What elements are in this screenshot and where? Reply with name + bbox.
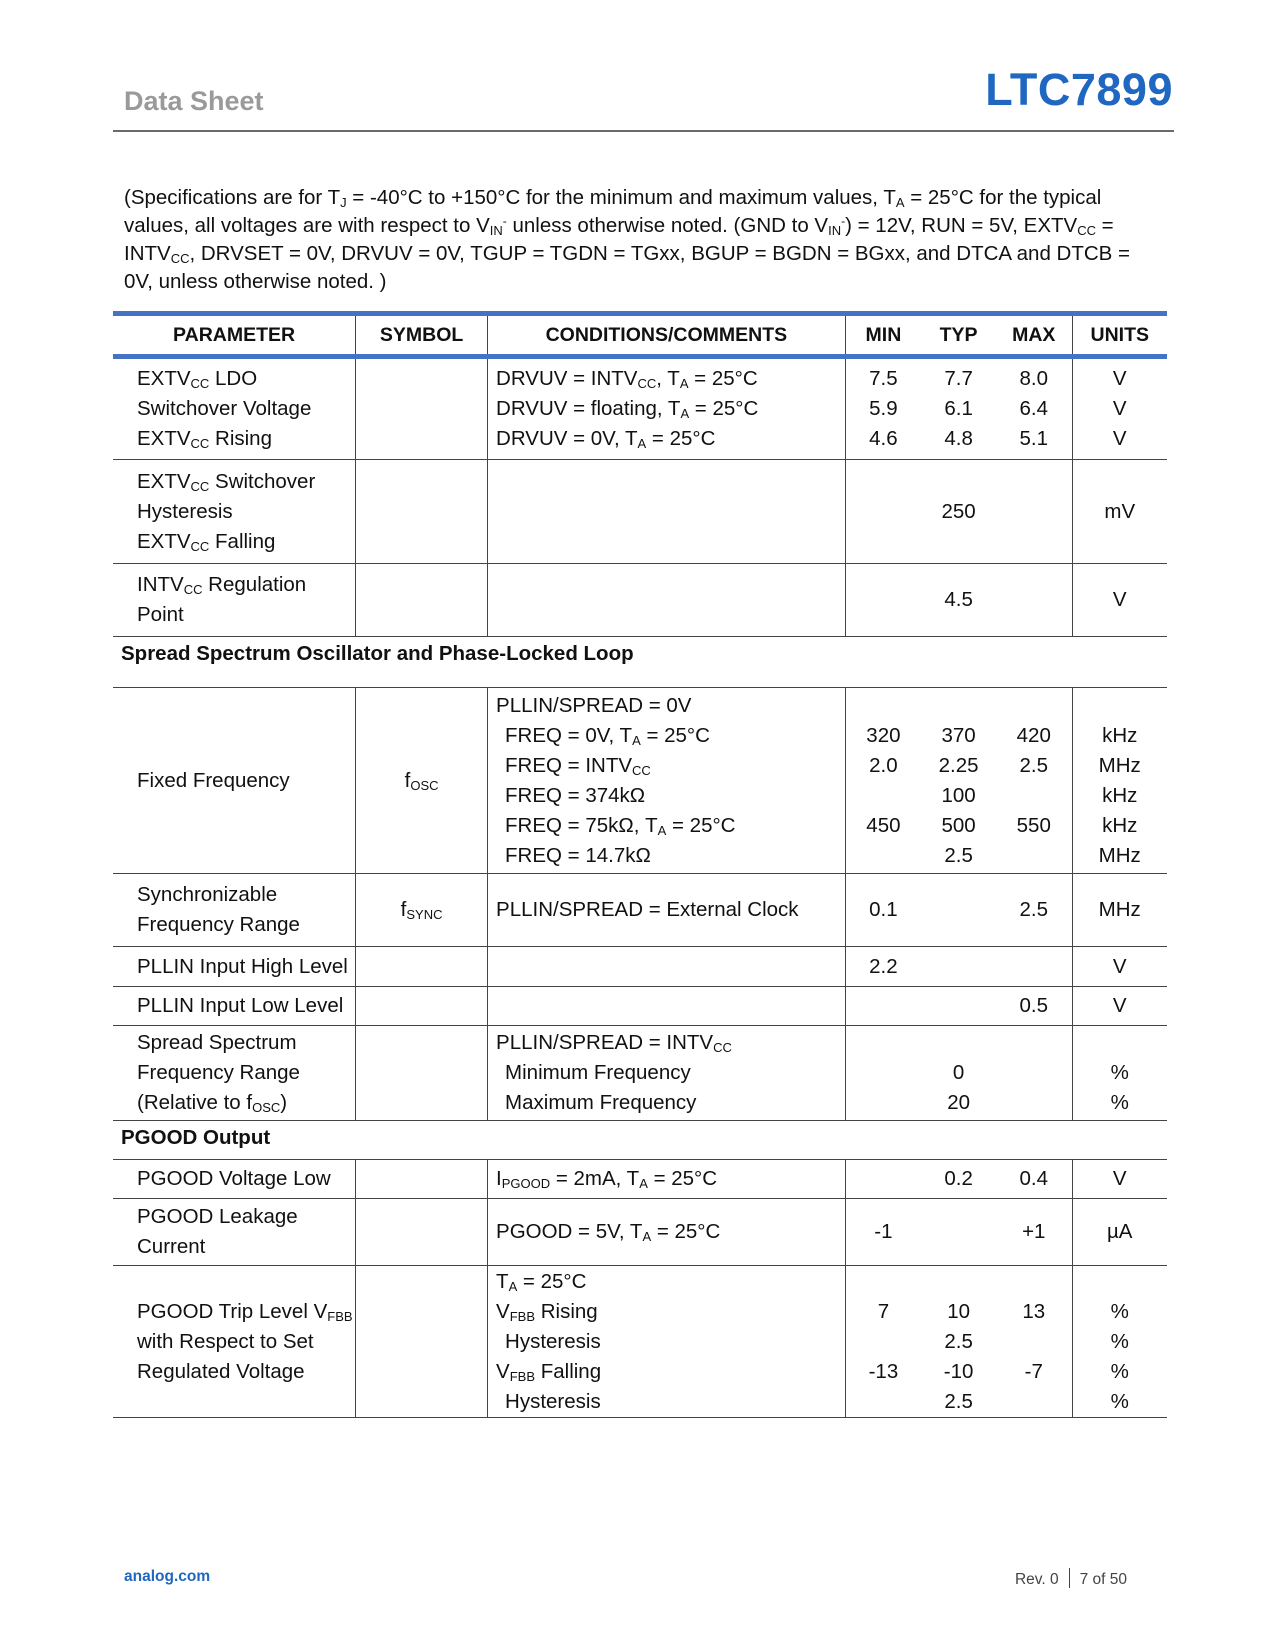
table-row <box>113 460 1167 564</box>
units-cell: MHz <box>1072 874 1167 947</box>
table-row <box>113 1266 1167 1418</box>
param-cell: $INTV_{CC}$ Regulation Point <box>113 564 356 637</box>
min-cell: -1 <box>845 1199 921 1266</box>
max-cell: 0.5 <box>996 987 1072 1026</box>
max-cell <box>996 460 1072 564</box>
website-link[interactable]: analog.com <box>124 1568 211 1585</box>
revision-label: Rev. 0 <box>1014 1571 1059 1588</box>
typ-cell: 0.2 <box>921 1160 996 1199</box>
conditions-cell <box>488 947 846 987</box>
typ-cell <box>921 987 996 1026</box>
param-cell: PLLIN Input Low Level <box>113 987 356 1026</box>
table-header-row <box>113 314 1167 357</box>
min-cell <box>845 564 921 637</box>
table-row <box>113 357 1167 460</box>
units-cell: V <box>1072 987 1167 1026</box>
units-cell: % % <box>1072 1026 1167 1121</box>
typ-cell: 7.7 6.1 4.8 <box>921 357 996 460</box>
param-cell: PLLIN Input High Level <box>113 947 356 987</box>
table-row <box>113 1026 1167 1121</box>
conditions-cell: DRVUV = $INTV_{CC}$, $T_A = 25^\circ C$ DRVUV = floating, $T_A = 25^\circ C$ DRVUV = 0V, $T_A = 25^\circ C$ <box>488 357 846 460</box>
symbol-cell: $f_{SYNC}$ <box>356 874 488 947</box>
min-cell <box>845 1026 921 1121</box>
param-cell: Fixed Frequency <box>113 688 356 874</box>
conditions-cell: PLLIN/SPREAD = External Clock <box>488 874 846 947</box>
header-divider <box>113 130 1174 132</box>
conditions-cell <box>488 460 846 564</box>
typ-cell <box>921 947 996 987</box>
doc-type-label: Data Sheet <box>124 86 264 116</box>
param-cell: Spread Spectrum Frequency Range (Relative to $f_{OSC}$) <box>113 1026 356 1121</box>
units-cell: V V V <box>1072 357 1167 460</box>
max-cell <box>996 947 1072 987</box>
conditions-cell: $T_A = 25^\circ C$ $V_{FBB}$ Rising Hysteresis $V_{FBB}$ Falling Hysteresis <box>488 1266 846 1418</box>
param-cell: $EXTV_{CC}$ Switchover Hysteresis $EXTV_{CC}$ Falling <box>113 460 356 564</box>
typ-cell <box>921 874 996 947</box>
conditions-cell: $I_{PGOOD} = 2mA$, $T_A = 25^\circ C$ <box>488 1160 846 1199</box>
page-info <box>1015 1568 1127 1589</box>
symbol-cell <box>356 357 488 460</box>
units-cell: V <box>1072 947 1167 987</box>
min-cell: 7 -13 <box>845 1266 921 1418</box>
table-row <box>113 1199 1167 1266</box>
conditions-cell: PLLIN/SPREAD = $INTV_{CC}$ Minimum Frequency Maximum Frequency <box>488 1026 846 1121</box>
spec-conditions-note: (Specifications are for $T_J = -40^\circ C$ to +150°C for the minimum and maximum values, $T_A = 25^\circ C$ for the typical values, all voltages are with respect to $V_{IN}^-$ unless otherwise noted. (GND to $V_{IN}^-) = 12V$, RUN = 5V, $EXTV_{CC}$ = $INTV_{CC}$, DRVSET = 0V, DRVUV = 0V, TGUP = TGDN = TGxx, BGUP = BGDN = BGxx, and DTCA and DTCB = 0V, unless otherwise noted. ) <box>124 186 1131 293</box>
max-cell: 0.4 <box>996 1160 1072 1199</box>
param-cell: PGOOD Voltage Low <box>113 1160 356 1199</box>
col-header-conditions: CONDITIONS/COMMENTS <box>488 314 846 357</box>
units-cell: % % % % <box>1072 1266 1167 1418</box>
electrical-characteristics-table <box>113 311 1167 1418</box>
typ-cell: 0 20 <box>921 1026 996 1121</box>
min-cell: 320 2.0 450 <box>845 688 921 874</box>
table-row <box>113 1160 1167 1199</box>
symbol-cell <box>356 1199 488 1266</box>
max-cell: +1 <box>996 1199 1072 1266</box>
max-cell: 420 2.5 550 <box>996 688 1072 874</box>
max-cell: 2.5 <box>996 874 1072 947</box>
symbol-cell <box>356 1266 488 1418</box>
typ-cell: 370 2.25 100 500 2.5 <box>921 688 996 874</box>
min-cell <box>845 987 921 1026</box>
conditions-cell <box>488 987 846 1026</box>
symbol-cell <box>356 987 488 1026</box>
max-cell <box>996 564 1072 637</box>
conditions-cell: PGOOD = 5V, $T_A = 25^\circ C$ <box>488 1199 846 1266</box>
units-cell: kHz MHz kHz kHz MHz <box>1072 688 1167 874</box>
page-number: 7 of 50 <box>1079 1571 1127 1588</box>
param-cell: PGOOD Leakage Current <box>113 1199 356 1266</box>
col-header-symbol: SYMBOL <box>356 314 488 357</box>
part-number-title: LTC7899 <box>985 64 1173 115</box>
typ-cell <box>921 1199 996 1266</box>
conditions-cell <box>488 564 846 637</box>
units-cell: µA <box>1072 1199 1167 1266</box>
table-row <box>113 987 1167 1026</box>
param-cell: PGOOD Trip Level $V_{FBB}$ with Respect to Set Regulated Voltage <box>113 1266 356 1418</box>
col-header-max: MAX <box>996 314 1072 357</box>
param-cell: Synchronizable Frequency Range <box>113 874 356 947</box>
footer-separator <box>1069 1568 1070 1588</box>
units-cell: V <box>1072 1160 1167 1199</box>
section-row <box>113 637 1167 688</box>
symbol-cell <box>356 1026 488 1121</box>
max-cell: 8.0 6.4 5.1 <box>996 357 1072 460</box>
min-cell: 7.5 5.9 4.6 <box>845 357 921 460</box>
symbol-cell <box>356 1160 488 1199</box>
table-row <box>113 874 1167 947</box>
units-cell: mV <box>1072 460 1167 564</box>
section-title: PGOOD Output <box>113 1121 1167 1160</box>
table-row <box>113 947 1167 987</box>
col-header-parameter: PARAMETER <box>113 314 356 357</box>
max-cell: 13 -7 <box>996 1266 1072 1418</box>
typ-cell: 4.5 <box>921 564 996 637</box>
section-title: Spread Spectrum Oscillator and Phase-Locked Loop <box>113 637 1167 688</box>
min-cell <box>845 1160 921 1199</box>
table-row <box>113 564 1167 637</box>
conditions-cell: PLLIN/SPREAD = 0V FREQ = 0V, $T_A = 25^\circ C$ FREQ = $INTV_{CC}$ FREQ = 374kΩ FREQ = 75kΩ, $T_A = 25^\circ C$ FREQ = 14.7kΩ <box>488 688 846 874</box>
min-cell <box>845 460 921 564</box>
section-row <box>113 1121 1167 1160</box>
min-cell: 0.1 <box>845 874 921 947</box>
col-header-min: MIN <box>845 314 921 357</box>
typ-cell: 250 <box>921 460 996 564</box>
symbol-cell: $f_{OSC}$ <box>356 688 488 874</box>
units-cell: V <box>1072 564 1167 637</box>
table-row <box>113 688 1167 874</box>
col-header-units: UNITS <box>1072 314 1167 357</box>
col-header-typ: TYP <box>921 314 996 357</box>
symbol-cell <box>356 460 488 564</box>
symbol-cell <box>356 564 488 637</box>
param-cell: $EXTV_{CC}$ LDO Switchover Voltage $EXTV_{CC}$ Rising <box>113 357 356 460</box>
typ-cell: 10 2.5 -10 2.5 <box>921 1266 996 1418</box>
min-cell: 2.2 <box>845 947 921 987</box>
max-cell <box>996 1026 1072 1121</box>
symbol-cell <box>356 947 488 987</box>
